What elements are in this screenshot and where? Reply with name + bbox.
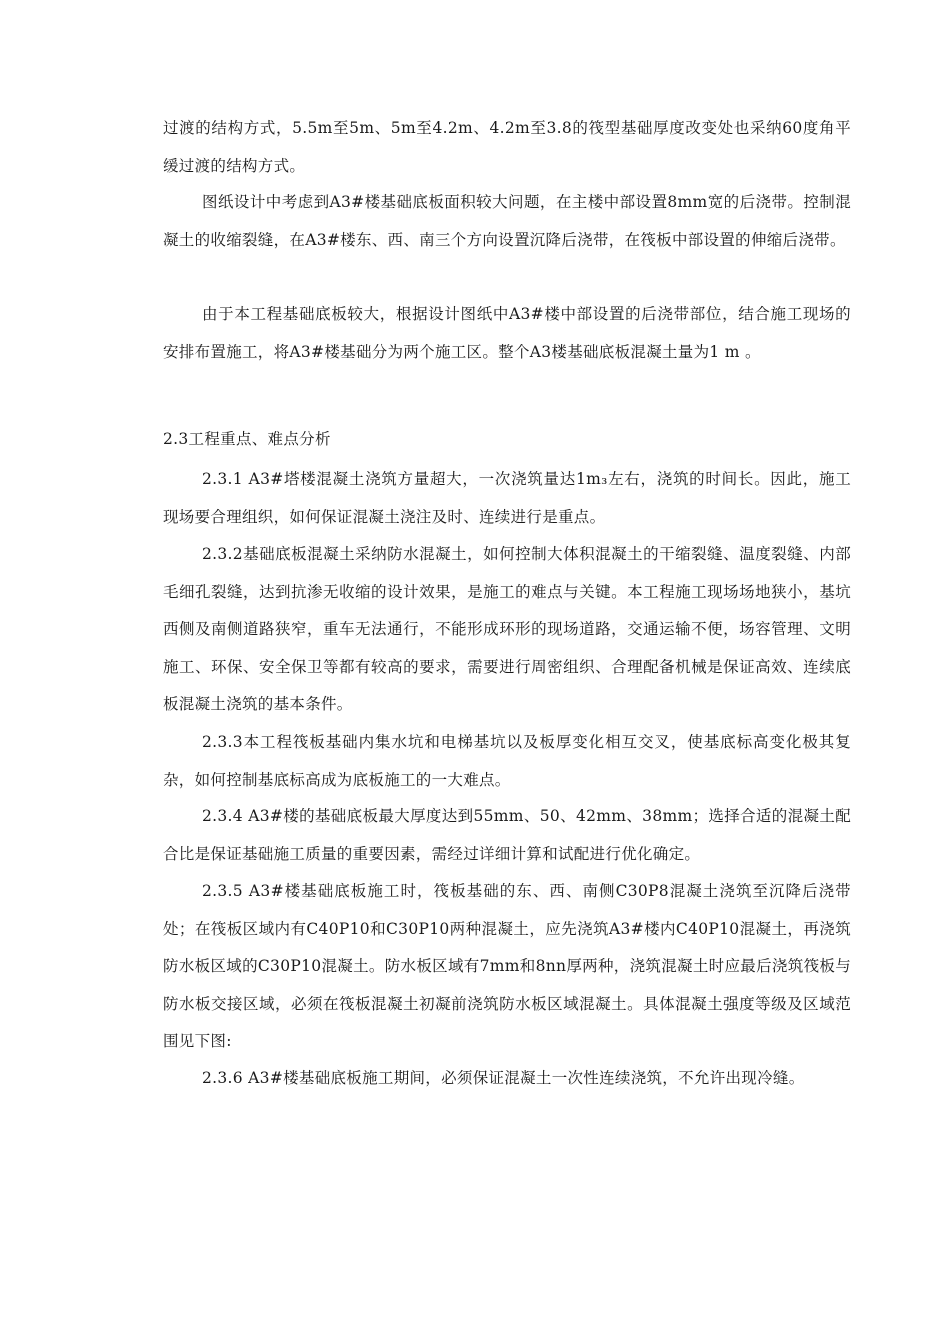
item-2-3-4: 2.3.4 A3#楼的基础底板最大厚度达到55mm、50、42mm、38mm；选择合适的混凝土配合比是保证基础施工质量的重要因素，需经过详细计算和试配进行优化确定。 <box>163 807 851 863</box>
intro-paragraph: 过渡的结构方式，5.5m至5m、5m至4.2m、4.2m至3.8的筏型基础厚度改变处也采纳60度角平缓过渡的结构方式。 <box>163 119 851 175</box>
section-heading: 2.3工程重点、难点分析 <box>163 430 331 448</box>
design-paragraph: 图纸设计中考虑到A3#楼基础底板面积较大问题，在主楼中部设置8mm宽的后浇带。控制混凝土的收缩裂缝，在A3#楼东、西、南三个方向设置沉降后浇带，在筏板中部设置的伸缩后浇带。 <box>163 193 851 249</box>
zones-paragraph: 由于本工程基础底板较大，根据设计图纸中A3#楼中部设置的后浇带部位，结合施工现场的安排布置施工，将A3#楼基础分为两个施工区。整个A3楼基础底板混凝土量为1 m 。 <box>163 305 851 361</box>
item-2-3-2: 2.3.2基础底板混凝土采纳防水混凝土，如何控制大体积混凝土的干缩裂缝、温度裂缝、内部毛细孔裂缝，达到抗渗无收缩的设计效果，是施工的难点与关键。本工程施工现场场地狭小，基坑西侧及南侧道路狭窄，重车无法通行，不能形成环形的现场道路，交通运输不便，场容管理、文明施工、环保、安全保卫等都有较高的要求，需要进行周密组织、合理配备机械是保证高效、连续底板混凝土浇筑的基本条件。 <box>163 545 851 713</box>
item-2-3-3: 2.3.3本工程筏板基础内集水坑和电梯基坑以及板厚变化相互交叉，使基底标高变化极其复杂，如何控制基底标高成为底板施工的一大难点。 <box>163 733 851 789</box>
item-2-3-6: 2.3.6 A3#楼基础底板施工期间，必须保证混凝土一次性连续浇筑，不允许出现冷缝。 <box>202 1069 805 1087</box>
item-2-3-1: 2.3.1 A3#塔楼混凝土浇筑方量超大，一次浇筑量达1m₃左右，浇筑的时间长。因此，施工现场要合理组织，如何保证混凝土浇注及时、连续进行是重点。 <box>163 470 851 526</box>
item-2-3-5: 2.3.5 A3#楼基础底板施工时，筏板基础的东、西、南侧C30P8混凝土浇筑至沉降后浇带处；在筏板区域内有C40P10和C30P10两种混凝土，应先浇筑A3#楼内C40P10混凝土，再浇筑防水板区域的C30P10混凝土。防水板区域有7mm和8nn厚两种，浇筑混凝土时应最后浇筑筏板与防水板交接区域，必须在筏板混凝土初凝前浇筑防水板区域混凝土。具体混凝土强度等级及区域范围见下图: <box>163 882 851 1050</box>
